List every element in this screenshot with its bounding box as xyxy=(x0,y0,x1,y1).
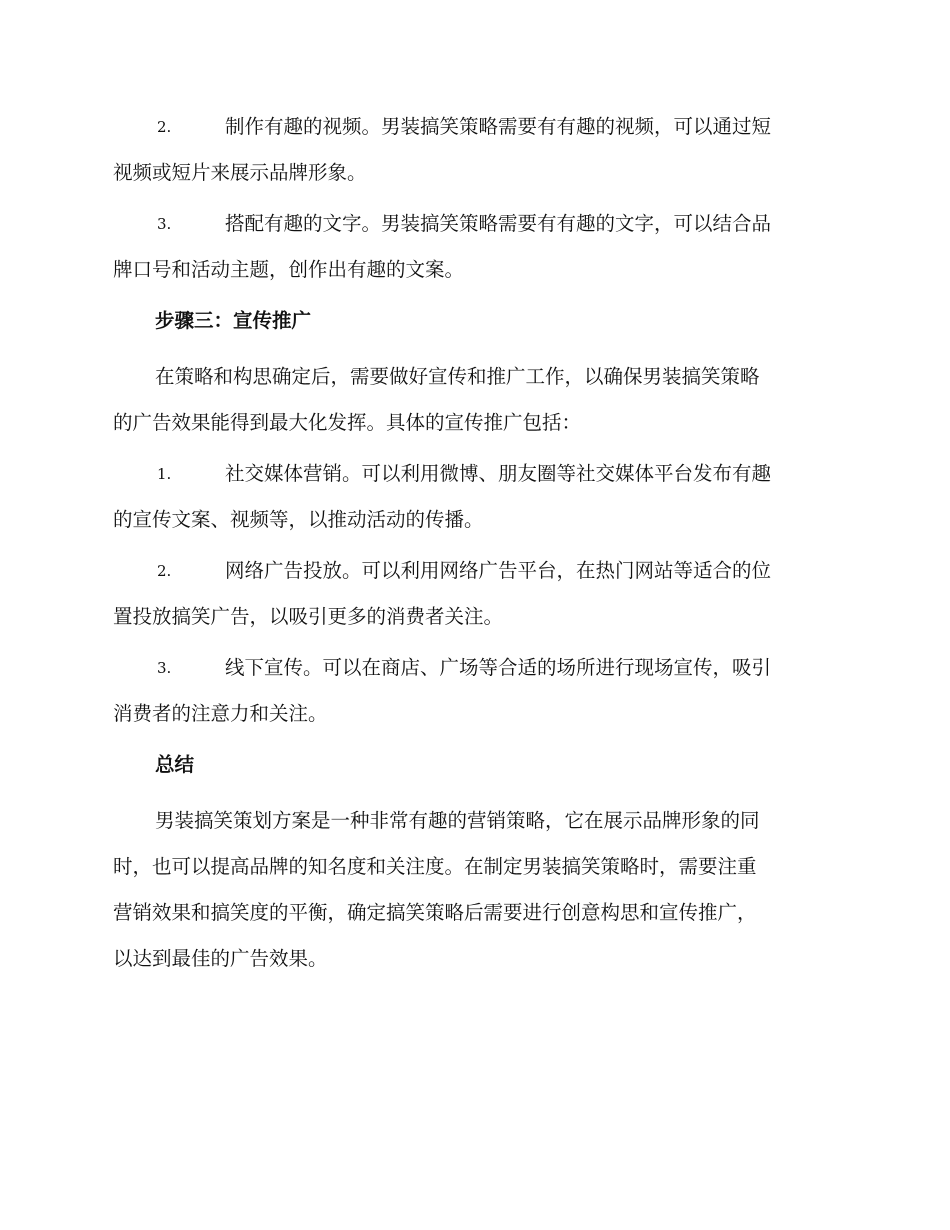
list-item-text-line2: 的宣传文案、视频等，以推动活动的传播。 xyxy=(113,508,484,531)
list-item-number: 3. xyxy=(157,659,172,677)
list-item xyxy=(113,451,833,543)
list-item-text-line2: 消费者的注意力和关注。 xyxy=(113,702,328,725)
section-heading-step3: 步骤三：宣传推广 xyxy=(155,309,312,332)
list-item-text-line1: 网络广告投放。可以利用网络广告平台，在热门网站等适合的位 xyxy=(225,559,772,582)
list-item-text-line2: 置投放搞笑广告，以吸引更多的消费者关注。 xyxy=(113,605,504,628)
list-item xyxy=(113,548,833,640)
list-item-number: 2. xyxy=(157,562,172,580)
list-item-text-line2: 牌口号和活动主题，创作出有趣的文案。 xyxy=(113,258,465,281)
paragraph-summary xyxy=(113,798,833,982)
list-item xyxy=(113,201,833,293)
paragraph-line: 时，也可以提高品牌的知名度和关注度。在制定男装搞笑策略时，需要注重 xyxy=(113,855,757,878)
list-item-text-line1: 制作有趣的视频。男装搞笑策略需要有有趣的视频，可以通过短 xyxy=(225,115,772,138)
list-item-number: 2. xyxy=(157,118,172,136)
paragraph-line: 在策略和构思确定后，需要做好宣传和推广工作，以确保男装搞笑策略 xyxy=(155,365,760,388)
list-item-number: 3. xyxy=(157,215,172,233)
list-item-text-line1: 搭配有趣的文字。男装搞笑策略需要有有趣的文字，可以结合品 xyxy=(225,212,772,235)
paragraph-line: 营销效果和搞笑度的平衡，确定搞笑策略后需要进行创意构思和宣传推广， xyxy=(113,901,757,924)
list-item-text-line2: 视频或短片来展示品牌形象。 xyxy=(113,161,367,184)
section-heading-summary: 总结 xyxy=(155,753,195,776)
list-item-number: 1. xyxy=(157,465,172,483)
list-item-text-line1: 线下宣传。可以在商店、广场等合适的场所进行现场宣传，吸引 xyxy=(225,656,772,679)
list-item xyxy=(113,104,833,196)
list-item xyxy=(113,645,833,737)
list-item-text-line1: 社交媒体营销。可以利用微博、朋友圈等社交媒体平台发布有趣 xyxy=(225,462,772,485)
paragraph-step3-intro xyxy=(113,354,833,446)
paragraph-line: 的广告效果能得到最大化发挥。具体的宣传推广包括： xyxy=(113,411,582,434)
paragraph-line: 以达到最佳的广告效果。 xyxy=(113,947,328,970)
paragraph-line: 男装搞笑策划方案是一种非常有趣的营销策略，它在展示品牌形象的同 xyxy=(155,809,760,832)
